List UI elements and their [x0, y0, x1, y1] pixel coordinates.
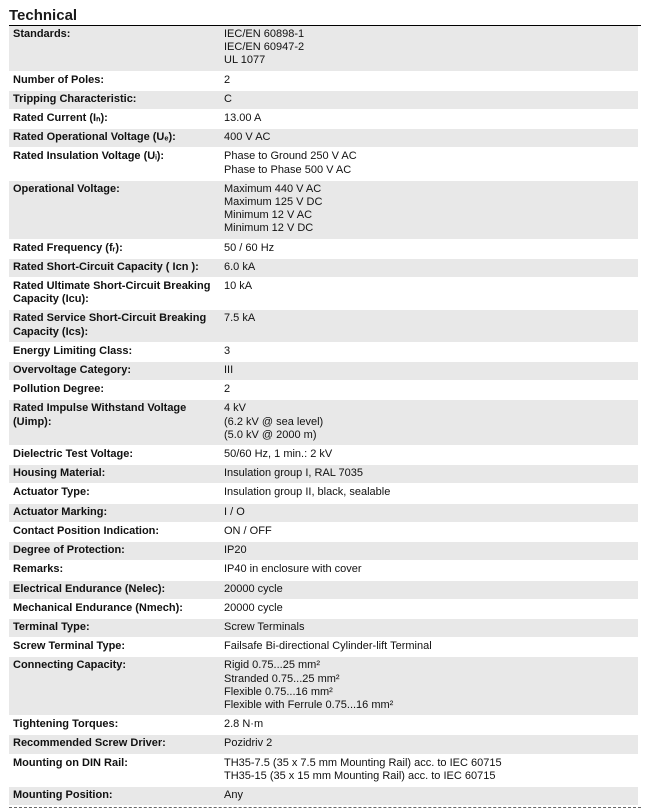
spec-label: Tightening Torques: — [9, 716, 218, 735]
spec-value-line: 400 V AC — [224, 131, 271, 144]
spec-value-line: Maximum 440 V AC — [224, 182, 322, 195]
spec-row — [9, 26, 638, 71]
spec-value-line: IP40 in enclosure with cover — [224, 563, 362, 576]
spec-value-line: 2 — [224, 73, 231, 86]
spec-label: Rated Insulation Voltage (Uᵢ): — [9, 148, 218, 180]
spec-label: Pollution Degree: — [9, 381, 218, 400]
spec-value-line: 2 — [224, 383, 231, 396]
spec-value — [218, 561, 638, 580]
spec-value-line: Minimum 12 V DC — [224, 222, 314, 235]
spec-value-line: 13.00 A — [224, 112, 262, 125]
spec-value-line: 10 kA — [224, 280, 253, 293]
spec-row — [9, 522, 638, 541]
spec-label: Operational Voltage: — [9, 180, 218, 239]
spec-value — [218, 484, 638, 503]
spec-value-line: (6.2 kV @ sea level) — [224, 415, 324, 428]
spec-row — [9, 503, 638, 522]
spec-value — [218, 657, 638, 716]
spec-label: Number of Poles: — [9, 71, 218, 90]
spec-value-line: 2.8 N·m — [224, 718, 264, 731]
spec-value-line: TH35-15 (35 x 15 mm Mounting Rail) acc. to IEC 60715 — [224, 769, 496, 782]
spec-label: Electrical Endurance (Nelec): — [9, 580, 218, 599]
spec-value — [218, 522, 638, 541]
spec-row — [9, 446, 638, 465]
spec-row — [9, 542, 638, 561]
spec-value-line: Flexible with Ferrule 0.75...16 mm² — [224, 698, 394, 711]
spec-value — [218, 400, 638, 446]
spec-row — [9, 465, 638, 484]
spec-value — [218, 446, 638, 465]
spec-row — [9, 278, 638, 310]
spec-value-line: Minimum 12 V AC — [224, 209, 313, 222]
spec-row — [9, 638, 638, 657]
spec-row — [9, 618, 638, 637]
spec-row — [9, 90, 638, 109]
spec-value-line: (5.0 kV @ 2000 m) — [224, 428, 317, 441]
spec-table — [9, 26, 638, 806]
spec-label: Tripping Characteristic: — [9, 90, 218, 109]
spec-value — [218, 342, 638, 361]
spec-row — [9, 754, 638, 786]
spec-value — [218, 754, 638, 786]
spec-value — [218, 278, 638, 310]
spec-value-line: 20000 cycle — [224, 582, 283, 595]
spec-row — [9, 180, 638, 239]
spec-value-line: III — [224, 364, 234, 377]
spec-row — [9, 786, 638, 805]
spec-value-line: 4 kV — [224, 402, 247, 415]
spec-value — [218, 381, 638, 400]
spec-row — [9, 484, 638, 503]
spec-value — [218, 129, 638, 148]
spec-row — [9, 71, 638, 90]
spec-value — [218, 638, 638, 657]
spec-label: Mounting on DIN Rail: — [9, 754, 218, 786]
spec-value — [218, 786, 638, 805]
spec-value-line: 3 — [224, 344, 231, 357]
spec-value-line: IEC/EN 60947-2 — [224, 41, 305, 54]
spec-row — [9, 381, 638, 400]
spec-value-line: Insulation group II, black, sealable — [224, 486, 391, 499]
spec-label: Screw Terminal Type: — [9, 638, 218, 657]
spec-value-line: IP20 — [224, 544, 247, 557]
spec-value-line: Rigid 0.75...25 mm² — [224, 659, 320, 672]
spec-row — [9, 599, 638, 618]
spec-row — [9, 561, 638, 580]
spec-label: Connecting Capacity: — [9, 657, 218, 716]
spec-label: Overvoltage Category: — [9, 362, 218, 381]
spec-row — [9, 110, 638, 129]
spec-label: Mounting Position: — [9, 786, 218, 805]
spec-value-line: Maximum 125 V DC — [224, 196, 323, 209]
spec-value-line: Pozidriv 2 — [224, 737, 273, 750]
spec-value-line: IEC/EN 60898-1 — [224, 28, 305, 40]
spec-label: Rated Ultimate Short-Circuit Breaking Capacity (Icu): — [9, 278, 218, 310]
spec-value-line: TH35-7.5 (35 x 7.5 mm Mounting Rail) acc. to IEC 60715 — [224, 756, 502, 769]
spec-value-line: 7.5 kA — [224, 312, 256, 325]
spec-value — [218, 71, 638, 90]
spec-label: Rated Frequency (fᵣ): — [9, 239, 218, 258]
spec-value-line: Any — [224, 788, 243, 801]
spec-row — [9, 735, 638, 754]
spec-value — [218, 148, 638, 180]
spec-table-body — [9, 26, 638, 806]
spec-label: Mechanical Endurance (Nmech): — [9, 599, 218, 618]
spec-value — [218, 90, 638, 109]
spec-row — [9, 580, 638, 599]
spec-value — [218, 465, 638, 484]
spec-value-line: Flexible 0.75...16 mm² — [224, 685, 333, 698]
spec-label: Rated Impulse Withstand Voltage (Uimp): — [9, 400, 218, 446]
spec-row — [9, 148, 638, 180]
spec-row — [9, 258, 638, 277]
spec-value-line: Insulation group I, RAL 7035 — [224, 467, 364, 480]
spec-label: Actuator Type: — [9, 484, 218, 503]
spec-label: Contact Position Indication: — [9, 522, 218, 541]
spec-value-line: I / O — [224, 505, 245, 518]
spec-label: Terminal Type: — [9, 618, 218, 637]
spec-value — [218, 599, 638, 618]
spec-row — [9, 239, 638, 258]
spec-row — [9, 129, 638, 148]
spec-value-line: Stranded 0.75...25 mm² — [224, 672, 340, 685]
spec-value — [218, 618, 638, 637]
spec-value — [218, 362, 638, 381]
spec-label: Dielectric Test Voltage: — [9, 446, 218, 465]
section-title: Technical — [9, 7, 78, 24]
spec-label: Recommended Screw Driver: — [9, 735, 218, 754]
spec-label: Rated Operational Voltage (Uₑ): — [9, 129, 218, 148]
spec-value — [218, 310, 638, 342]
spec-value — [218, 716, 638, 735]
spec-value-line: Phase to Phase 500 V AC — [224, 163, 352, 176]
spec-label: Rated Service Short-Circuit Breaking Capacity (Ics): — [9, 310, 218, 342]
technical-section — [0, 8, 653, 808]
spec-label: Rated Current (Iₙ): — [9, 110, 218, 129]
spec-label: Remarks: — [9, 561, 218, 580]
spec-label: Energy Limiting Class: — [9, 342, 218, 361]
spec-row — [9, 310, 638, 342]
spec-value-line: Screw Terminals — [224, 620, 305, 633]
spec-value — [218, 258, 638, 277]
spec-label: Rated Short-Circuit Capacity ( Icn ): — [9, 258, 218, 277]
spec-value — [218, 735, 638, 754]
spec-value — [218, 180, 638, 239]
spec-label: Housing Material: — [9, 465, 218, 484]
spec-label: Degree of Protection: — [9, 542, 218, 561]
spec-value-line: 6.0 kA — [224, 260, 256, 273]
spec-row — [9, 342, 638, 361]
spec-row — [9, 716, 638, 735]
spec-value-line: Phase to Ground 250 V AC — [224, 150, 357, 163]
spec-value — [218, 580, 638, 599]
spec-row — [9, 657, 638, 716]
spec-value — [218, 542, 638, 561]
spec-value-line: 50/60 Hz, 1 min.: 2 kV — [224, 448, 333, 461]
spec-value — [218, 26, 638, 71]
spec-value-line: UL 1077 — [224, 54, 266, 67]
spec-label: Actuator Marking: — [9, 503, 218, 522]
spec-value-line: 50 / 60 Hz — [224, 241, 275, 254]
spec-label: Standards: — [9, 26, 218, 71]
spec-row — [9, 362, 638, 381]
spec-value-line: ON / OFF — [224, 524, 272, 537]
spec-value — [218, 239, 638, 258]
spec-value — [218, 110, 638, 129]
spec-row — [9, 400, 638, 446]
spec-value — [218, 503, 638, 522]
spec-value-line: Failsafe Bi-directional Cylinder-lift Terminal — [224, 640, 432, 653]
spec-value-line: 20000 cycle — [224, 601, 283, 614]
spec-value-line: C — [224, 92, 232, 105]
